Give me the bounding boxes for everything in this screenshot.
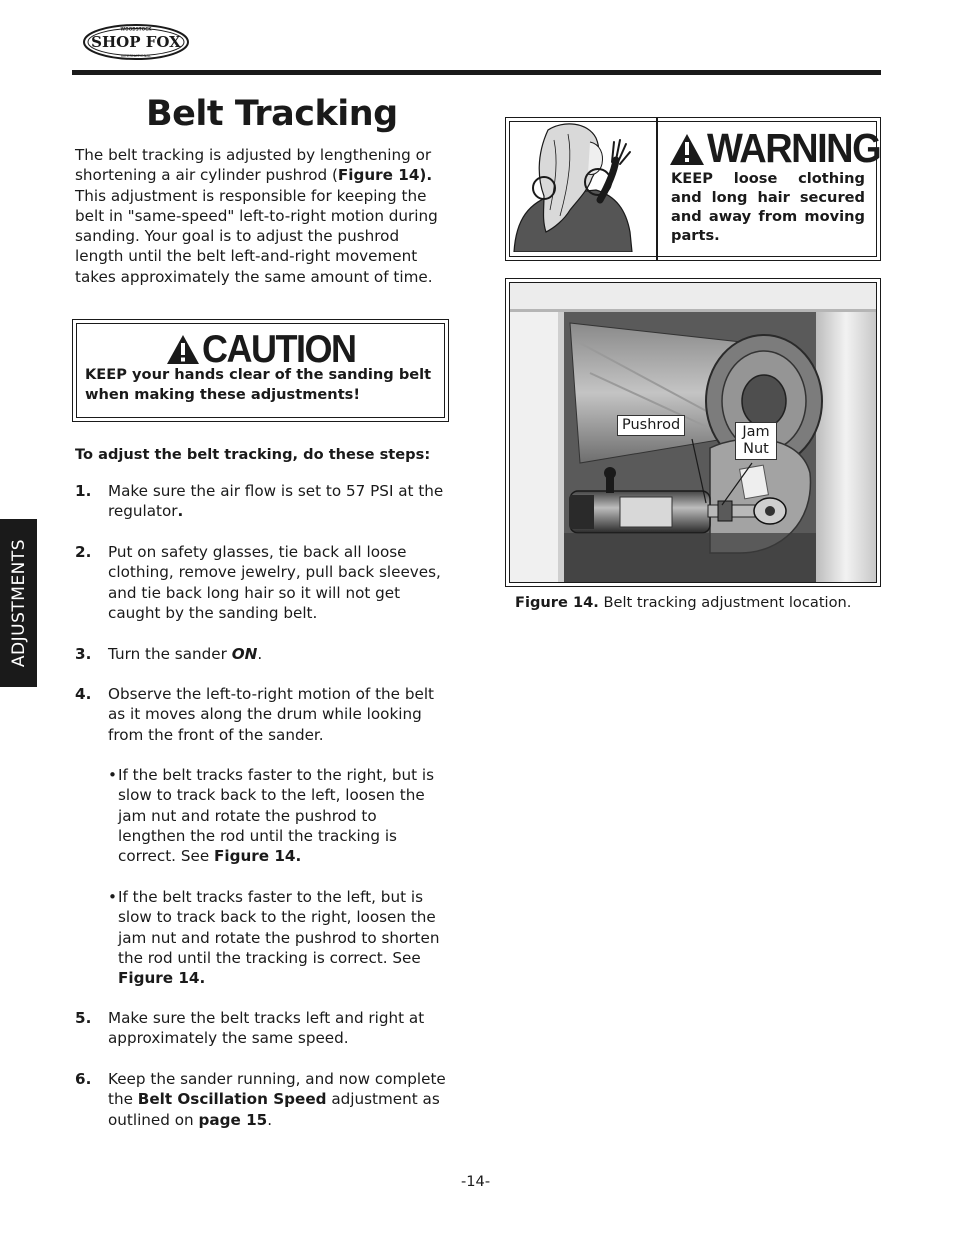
long-hair-illustration	[508, 120, 652, 252]
step-1: 1. Make sure the air flow is set to 57 PSI at the regulator.	[75, 482, 444, 521]
brand-name: SHOP FOX	[91, 33, 181, 51]
page-number: -14-	[461, 1173, 491, 1190]
caution-triangle-icon	[166, 334, 200, 365]
caution-box	[72, 319, 449, 422]
figure-caption: Figure 14. Belt tracking adjustment location.	[515, 594, 852, 611]
caution-heading: CAUTION	[202, 326, 356, 371]
page-title: Belt Tracking	[146, 94, 398, 134]
step-5: 5. Make sure the belt tracks left and right at approximately the same speed.	[75, 1009, 425, 1048]
warning-triangle-icon	[669, 133, 705, 166]
steps-heading: To adjust the belt tracking, do these steps:	[75, 446, 431, 463]
bullet-lengthen: • If the belt tracks faster to the right, but is slow to track back to the left, loosen the jam nut and rotate the pushrod to lengthen the rod until the tracking is correct. See Figure 14.	[108, 766, 435, 866]
header-rule	[72, 70, 881, 75]
figure-reference: Figure 14).	[337, 166, 433, 185]
figure-14-photo	[505, 278, 881, 587]
warning-box	[505, 117, 881, 261]
step-6: 6. Keep the sander running, and now complete the Belt Oscillation Speed adjustment as outlined on page 15.	[75, 1070, 446, 1129]
step-3: 3. Turn the sander ON.	[75, 645, 263, 663]
bullet-shorten: • If the belt tracks faster to the left, but is slow to track back to the right, loosen the jam nut and rotate the pushrod to shorten the rod until the tracking is correct. See Figure 14.	[108, 888, 440, 988]
step-4: 4. Observe the left-to-right motion of the belt as it moves along the drum while looking from the front of the sander.	[75, 685, 434, 744]
warning-heading: WARNING	[707, 126, 881, 172]
pushrod-callout: Pushrod	[617, 415, 685, 436]
step-2: 2. Put on safety glasses, tie back all loose clothing, remove jewelry, pull back sleeves, and tie back long hair so it will not get caught by the sanding belt.	[75, 543, 441, 622]
shop-fox-logo	[82, 22, 190, 62]
svg-text:WOODSTOCK: WOODSTOCK	[120, 26, 152, 32]
sander-mechanism-photo	[510, 283, 876, 582]
intro-paragraph: The belt tracking is adjusted by lengthening or shortening a air cylinder pushrod (Figure 14). This adjustment is responsible for keeping the belt in "same-speed" left-to-right motion during sanding. Your goal is to adjust the pushrod length until the belt left-and-right movement takes approximately the same amount of time.	[75, 146, 438, 286]
svg-text:INTERNATIONAL: INTERNATIONAL	[120, 53, 152, 58]
caution-text: KEEP your hands clear of the sanding belt when making these adjustments!	[85, 366, 432, 403]
warning-text: KEEP loose clothing and long hair secured and away from moving parts.	[671, 170, 865, 244]
section-side-tab: ADJUSTMENTS	[0, 519, 37, 687]
jam-nut-callout: Jam Nut	[735, 422, 777, 460]
